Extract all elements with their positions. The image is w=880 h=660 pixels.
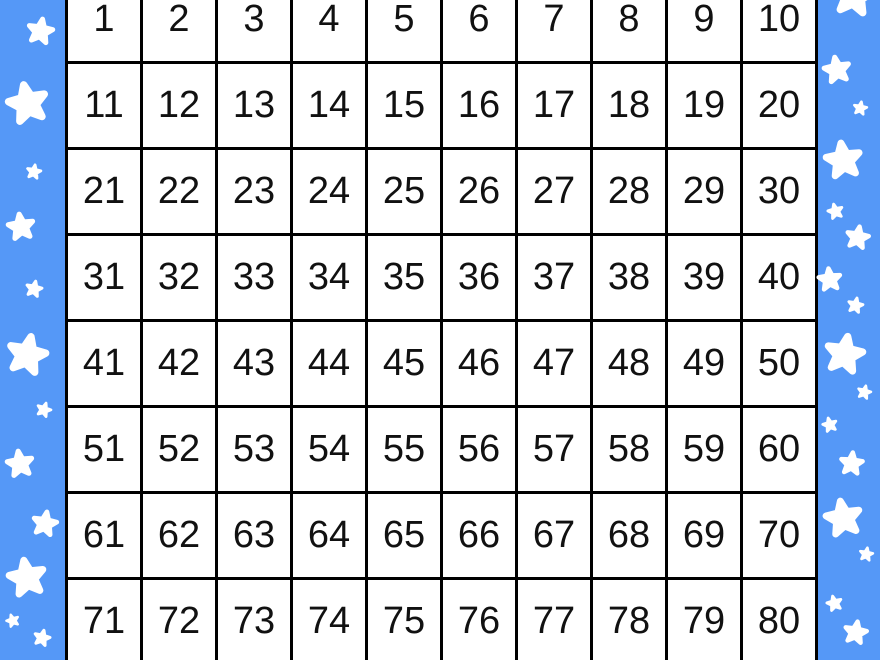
number-cell-25: 25 bbox=[368, 150, 440, 233]
number-cell-22: 22 bbox=[143, 150, 215, 233]
number-cell-51: 51 bbox=[68, 408, 140, 491]
number-cell-56: 56 bbox=[443, 408, 515, 491]
number-cell-12: 12 bbox=[143, 64, 215, 147]
number-cell-44: 44 bbox=[293, 322, 365, 405]
number-cell-38: 38 bbox=[593, 236, 665, 319]
number-cell-50: 50 bbox=[743, 322, 815, 405]
number-cell-78: 78 bbox=[593, 580, 665, 660]
number-cell-28: 28 bbox=[593, 150, 665, 233]
number-cell-2: 2 bbox=[143, 0, 215, 61]
number-cell-55: 55 bbox=[368, 408, 440, 491]
number-cell-8: 8 bbox=[593, 0, 665, 61]
number-cell-62: 62 bbox=[143, 494, 215, 577]
number-cell-77: 77 bbox=[518, 580, 590, 660]
hundreds-chart-grid bbox=[65, 0, 818, 660]
number-cell-48: 48 bbox=[593, 322, 665, 405]
number-cell-53: 53 bbox=[218, 408, 290, 491]
number-cell-39: 39 bbox=[668, 236, 740, 319]
number-cell-14: 14 bbox=[293, 64, 365, 147]
number-cell-29: 29 bbox=[668, 150, 740, 233]
number-cell-66: 66 bbox=[443, 494, 515, 577]
number-cell-24: 24 bbox=[293, 150, 365, 233]
number-cell-52: 52 bbox=[143, 408, 215, 491]
number-cell-70: 70 bbox=[743, 494, 815, 577]
number-cell-10: 10 bbox=[743, 0, 815, 61]
number-cell-73: 73 bbox=[218, 580, 290, 660]
right-star-band bbox=[818, 0, 880, 660]
number-cell-46: 46 bbox=[443, 322, 515, 405]
number-cell-4: 4 bbox=[293, 0, 365, 61]
number-cell-16: 16 bbox=[443, 64, 515, 147]
number-cell-17: 17 bbox=[518, 64, 590, 147]
number-cell-63: 63 bbox=[218, 494, 290, 577]
number-cell-69: 69 bbox=[668, 494, 740, 577]
number-cell-42: 42 bbox=[143, 322, 215, 405]
number-cell-21: 21 bbox=[68, 150, 140, 233]
number-cell-11: 11 bbox=[68, 64, 140, 147]
number-cell-47: 47 bbox=[518, 322, 590, 405]
number-cell-37: 37 bbox=[518, 236, 590, 319]
number-cell-40: 40 bbox=[743, 236, 815, 319]
number-cell-45: 45 bbox=[368, 322, 440, 405]
number-cell-34: 34 bbox=[293, 236, 365, 319]
number-cell-49: 49 bbox=[668, 322, 740, 405]
number-cell-61: 61 bbox=[68, 494, 140, 577]
number-cell-33: 33 bbox=[218, 236, 290, 319]
number-cell-76: 76 bbox=[443, 580, 515, 660]
number-cell-41: 41 bbox=[68, 322, 140, 405]
number-cell-54: 54 bbox=[293, 408, 365, 491]
number-cell-18: 18 bbox=[593, 64, 665, 147]
number-cell-79: 79 bbox=[668, 580, 740, 660]
number-cell-36: 36 bbox=[443, 236, 515, 319]
number-cell-57: 57 bbox=[518, 408, 590, 491]
number-cell-60: 60 bbox=[743, 408, 815, 491]
number-cell-6: 6 bbox=[443, 0, 515, 61]
number-cell-7: 7 bbox=[518, 0, 590, 61]
number-cell-3: 3 bbox=[218, 0, 290, 61]
number-cell-32: 32 bbox=[143, 236, 215, 319]
number-cell-68: 68 bbox=[593, 494, 665, 577]
number-cell-9: 9 bbox=[668, 0, 740, 61]
number-cell-35: 35 bbox=[368, 236, 440, 319]
number-cell-59: 59 bbox=[668, 408, 740, 491]
number-cell-64: 64 bbox=[293, 494, 365, 577]
number-cell-26: 26 bbox=[443, 150, 515, 233]
number-cell-80: 80 bbox=[743, 580, 815, 660]
number-cell-19: 19 bbox=[668, 64, 740, 147]
number-cell-13: 13 bbox=[218, 64, 290, 147]
left-star-band bbox=[0, 0, 65, 660]
number-cell-27: 27 bbox=[518, 150, 590, 233]
number-cell-58: 58 bbox=[593, 408, 665, 491]
number-cell-65: 65 bbox=[368, 494, 440, 577]
number-cell-75: 75 bbox=[368, 580, 440, 660]
number-cell-71: 71 bbox=[68, 580, 140, 660]
number-cell-74: 74 bbox=[293, 580, 365, 660]
number-cell-20: 20 bbox=[743, 64, 815, 147]
number-cell-30: 30 bbox=[743, 150, 815, 233]
number-cell-67: 67 bbox=[518, 494, 590, 577]
number-cell-1: 1 bbox=[68, 0, 140, 61]
number-cell-43: 43 bbox=[218, 322, 290, 405]
number-cell-72: 72 bbox=[143, 580, 215, 660]
number-cell-31: 31 bbox=[68, 236, 140, 319]
number-cell-15: 15 bbox=[368, 64, 440, 147]
number-cell-23: 23 bbox=[218, 150, 290, 233]
number-cell-5: 5 bbox=[368, 0, 440, 61]
